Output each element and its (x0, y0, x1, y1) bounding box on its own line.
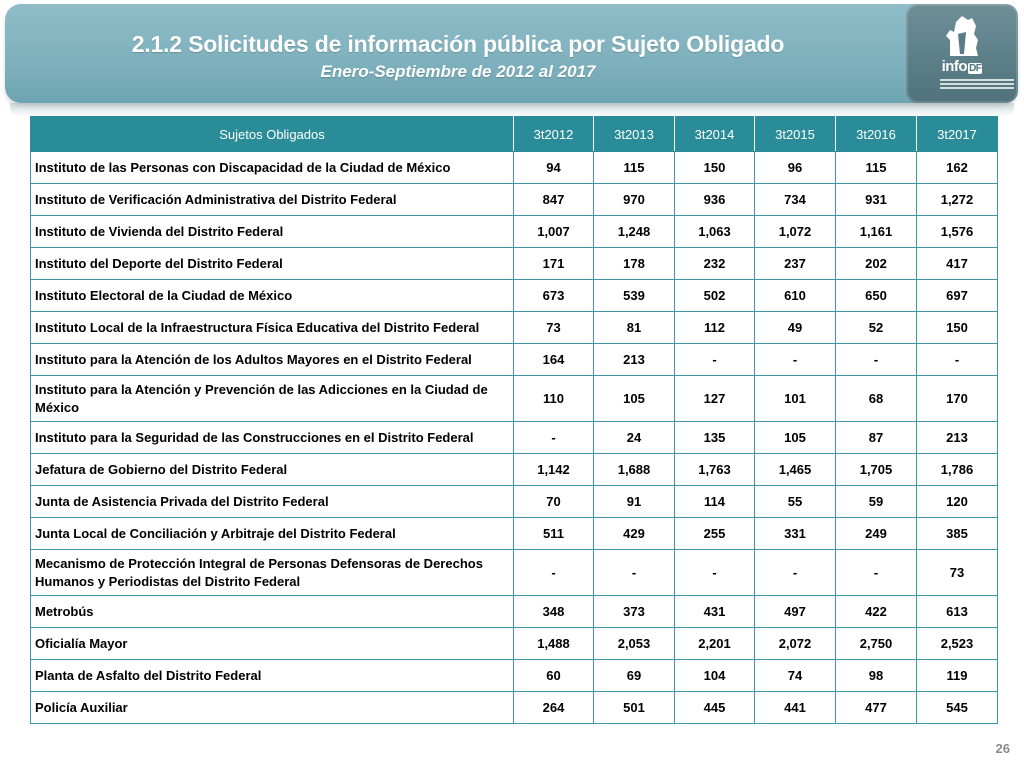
value-cell: 127 (675, 376, 755, 422)
value-cell: 431 (675, 596, 755, 628)
table-row (31, 454, 998, 486)
table-row (31, 660, 998, 692)
value-cell: 105 (594, 376, 675, 422)
table-row (31, 248, 998, 280)
value-cell: 119 (917, 660, 998, 692)
infodf-logo (906, 4, 1018, 103)
value-cell: 2,201 (675, 628, 755, 660)
table-row (31, 376, 998, 422)
city-emblem-icon (906, 4, 1018, 64)
value-cell: 162 (917, 152, 998, 184)
value-cell: 150 (675, 152, 755, 184)
value-cell: 69 (594, 660, 675, 692)
value-cell: 441 (755, 692, 836, 724)
value-cell: 60 (514, 660, 594, 692)
value-cell: - (836, 550, 917, 596)
value-cell: 70 (514, 486, 594, 518)
value-cell: 68 (836, 376, 917, 422)
value-cell: 1,072 (755, 216, 836, 248)
table-row (31, 550, 998, 596)
value-cell: 931 (836, 184, 917, 216)
value-cell: 1,688 (594, 454, 675, 486)
table-row (31, 280, 998, 312)
value-cell: 1,488 (514, 628, 594, 660)
value-cell: 213 (917, 422, 998, 454)
value-cell: 1,063 (675, 216, 755, 248)
value-cell: 422 (836, 596, 917, 628)
value-cell: 417 (917, 248, 998, 280)
value-cell: 81 (594, 312, 675, 344)
value-cell: 970 (594, 184, 675, 216)
value-cell: 936 (675, 184, 755, 216)
value-cell: 115 (594, 152, 675, 184)
value-cell: 2,523 (917, 628, 998, 660)
value-cell: 105 (755, 422, 836, 454)
value-cell: 610 (755, 280, 836, 312)
value-cell: 59 (836, 486, 917, 518)
value-cell: 164 (514, 344, 594, 376)
column-header-subject: Sujetos Obligados (31, 117, 514, 152)
subject-name-cell: Junta Local de Conciliación y Arbitraje del Distrito Federal (31, 518, 514, 550)
value-cell: 1,161 (836, 216, 917, 248)
value-cell: 545 (917, 692, 998, 724)
subject-name-cell: Instituto de Verificación Administrativa del Distrito Federal (31, 184, 514, 216)
table-row (31, 596, 998, 628)
column-header-period: 3t2017 (917, 117, 998, 152)
page-number: 26 (995, 741, 1010, 756)
table-row (31, 216, 998, 248)
value-cell: 178 (594, 248, 675, 280)
value-cell: 613 (917, 596, 998, 628)
value-cell: 52 (836, 312, 917, 344)
subject-name-cell: Instituto para la Atención de los Adultos Mayores en el Distrito Federal (31, 344, 514, 376)
value-cell: 101 (755, 376, 836, 422)
requests-table (30, 116, 998, 724)
value-cell: 331 (755, 518, 836, 550)
subject-name-cell: Mecanismo de Protección Integral de Personas Defensoras de Derechos Humanos y Periodistas del Distrito Federal (31, 550, 514, 596)
value-cell: 2,750 (836, 628, 917, 660)
value-cell: - (675, 344, 755, 376)
value-cell: 1,007 (514, 216, 594, 248)
value-cell: 511 (514, 518, 594, 550)
value-cell: 2,072 (755, 628, 836, 660)
value-cell: 232 (675, 248, 755, 280)
value-cell: 135 (675, 422, 755, 454)
value-cell: 1,786 (917, 454, 998, 486)
table-row (31, 628, 998, 660)
value-cell: 171 (514, 248, 594, 280)
subject-name-cell: Metrobús (31, 596, 514, 628)
subject-name-cell: Instituto para la Seguridad de las Construcciones en el Distrito Federal (31, 422, 514, 454)
value-cell: 150 (917, 312, 998, 344)
value-cell: 98 (836, 660, 917, 692)
subject-name-cell: Oficialía Mayor (31, 628, 514, 660)
banner-shadow (10, 103, 1014, 117)
value-cell: - (514, 550, 594, 596)
value-cell: 255 (675, 518, 755, 550)
column-header-period: 3t2016 (836, 117, 917, 152)
value-cell: - (917, 344, 998, 376)
subject-name-cell: Instituto Electoral de la Ciudad de México (31, 280, 514, 312)
value-cell: 1,272 (917, 184, 998, 216)
logo-word-text: info (941, 58, 968, 75)
value-cell: 497 (755, 596, 836, 628)
value-cell: 502 (675, 280, 755, 312)
value-cell: - (755, 344, 836, 376)
value-cell: 104 (675, 660, 755, 692)
value-cell: 24 (594, 422, 675, 454)
logo-suffix: DF (969, 63, 982, 74)
value-cell: 1,705 (836, 454, 917, 486)
value-cell: 87 (836, 422, 917, 454)
subject-name-cell: Instituto Local de la Infraestructura Física Educativa del Distrito Federal (31, 312, 514, 344)
column-header-period: 3t2012 (514, 117, 594, 152)
value-cell: 1,465 (755, 454, 836, 486)
value-cell: 847 (514, 184, 594, 216)
value-cell: 477 (836, 692, 917, 724)
value-cell: 120 (917, 486, 998, 518)
subject-name-cell: Instituto del Deporte del Distrito Federal (31, 248, 514, 280)
table-row (31, 486, 998, 518)
subject-name-cell: Instituto de Vivienda del Distrito Federal (31, 216, 514, 248)
subject-name-cell: Policía Auxiliar (31, 692, 514, 724)
value-cell: - (514, 422, 594, 454)
page-subtitle: Enero-Septiembre de 2012 al 2017 (320, 62, 596, 81)
value-cell: 429 (594, 518, 675, 550)
value-cell: 2,053 (594, 628, 675, 660)
value-cell: 73 (917, 550, 998, 596)
value-cell: 73 (514, 312, 594, 344)
value-cell: 91 (594, 486, 675, 518)
logo-wordmark (906, 58, 1018, 75)
subject-name-cell: Instituto para la Atención y Prevención de las Adicciones en la Ciudad de México (31, 376, 514, 422)
value-cell: 673 (514, 280, 594, 312)
value-cell: 445 (675, 692, 755, 724)
value-cell: 110 (514, 376, 594, 422)
value-cell: 734 (755, 184, 836, 216)
table-row (31, 312, 998, 344)
value-cell: 650 (836, 280, 917, 312)
value-cell: 501 (594, 692, 675, 724)
value-cell: - (755, 550, 836, 596)
table-row (31, 344, 998, 376)
value-cell: 385 (917, 518, 998, 550)
column-header-period: 3t2015 (755, 117, 836, 152)
value-cell: 202 (836, 248, 917, 280)
table-row (31, 152, 998, 184)
value-cell: 237 (755, 248, 836, 280)
value-cell: 96 (755, 152, 836, 184)
table-header-row (31, 117, 998, 152)
subject-name-cell: Instituto de las Personas con Discapacidad de la Ciudad de México (31, 152, 514, 184)
value-cell: 373 (594, 596, 675, 628)
value-cell: 264 (514, 692, 594, 724)
value-cell: 1,248 (594, 216, 675, 248)
value-cell: 539 (594, 280, 675, 312)
value-cell: 348 (514, 596, 594, 628)
value-cell: - (675, 550, 755, 596)
table-row (31, 422, 998, 454)
table-row (31, 518, 998, 550)
value-cell: 249 (836, 518, 917, 550)
value-cell: 74 (755, 660, 836, 692)
subject-name-cell: Jefatura de Gobierno del Distrito Federal (31, 454, 514, 486)
table-row (31, 184, 998, 216)
value-cell: 94 (514, 152, 594, 184)
value-cell: 55 (755, 486, 836, 518)
value-cell: 1,142 (514, 454, 594, 486)
value-cell: - (594, 550, 675, 596)
value-cell: 115 (836, 152, 917, 184)
table-row (31, 692, 998, 724)
value-cell: 112 (675, 312, 755, 344)
subject-name-cell: Planta de Asfalto del Distrito Federal (31, 660, 514, 692)
column-header-period: 3t2013 (594, 117, 675, 152)
value-cell: 1,763 (675, 454, 755, 486)
value-cell: 697 (917, 280, 998, 312)
value-cell: 114 (675, 486, 755, 518)
subject-name-cell: Junta de Asistencia Privada del Distrito Federal (31, 486, 514, 518)
value-cell: 213 (594, 344, 675, 376)
value-cell: 49 (755, 312, 836, 344)
page-title: 2.1.2 Solicitudes de información pública por Sujeto Obligado (131, 31, 785, 57)
value-cell: 170 (917, 376, 998, 422)
logo-tagline-lines (940, 79, 1014, 91)
column-header-period: 3t2014 (675, 117, 755, 152)
value-cell: 1,576 (917, 216, 998, 248)
value-cell: - (836, 344, 917, 376)
